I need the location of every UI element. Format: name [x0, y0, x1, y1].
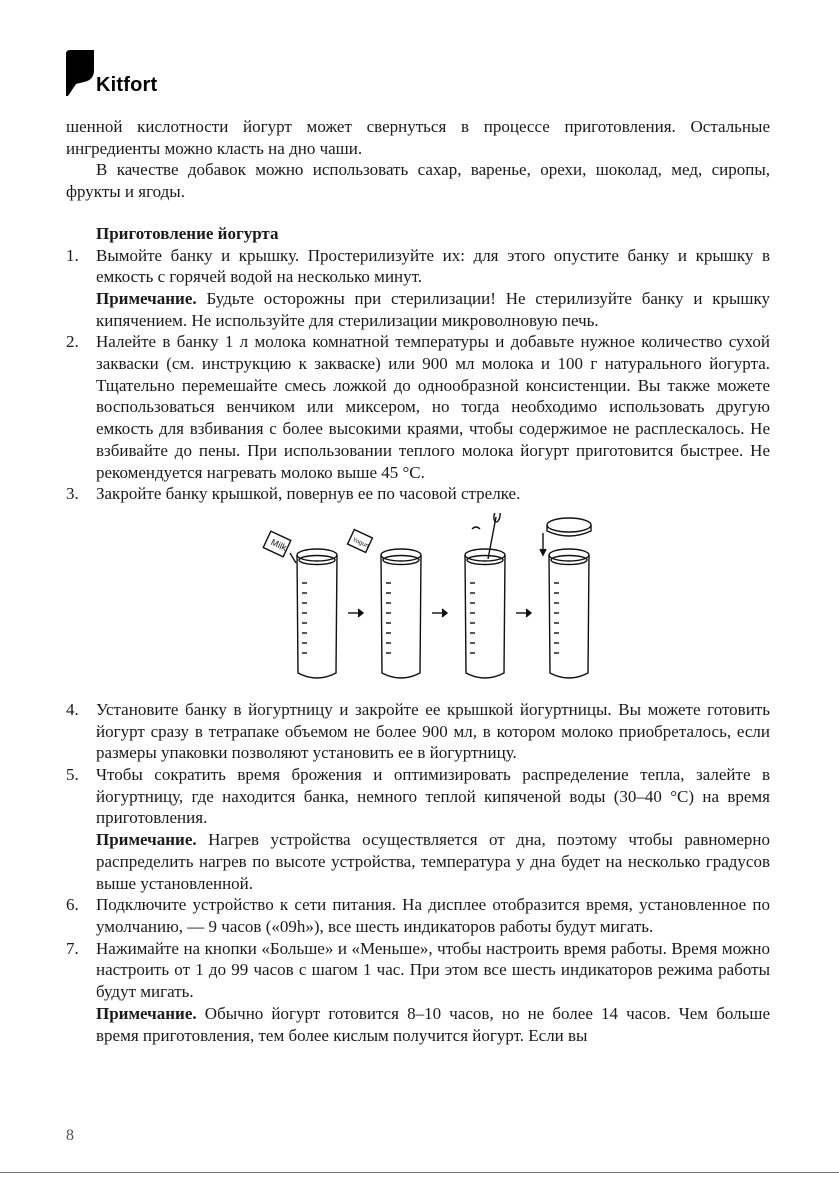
step-number: 2.: [66, 332, 79, 352]
kitfort-logo-icon: [66, 50, 94, 96]
milk-carton-label: Milk: [269, 536, 289, 553]
preparation-illustration: [244, 513, 604, 693]
step-number: 3.: [66, 484, 79, 504]
step-text: Установите банку в йогуртницу и закройте ее крышкой йогуртницы. Вы можете готовить йогурт сразу в тетрапаке объемом не более 900 мл, в котором молоко приобреталось, если размеры упаковки позволяют установить ее в йогуртницу.: [96, 699, 770, 763]
step-text: Закройте банку крышкой, повернув ее по часовой стрелке.: [96, 484, 521, 504]
step-5: [66, 764, 770, 894]
step-text: Чтобы сократить время брожения и оптимизировать распределение тепла, залейте в йогуртницу, где находится банка, немного теплой кипяченой воды (30–40 °С) на время приготовления.: [96, 765, 770, 828]
note-label: Примечание.: [96, 288, 197, 308]
note-label: Примечание.: [96, 830, 197, 850]
step-text: Вымойте банку и крышку. Простерилизуйте их: для этого опустите банку и крышку в емкость с горячей водой на несколько минут.: [96, 245, 770, 287]
step-text: Налейте в банку 1 л молока комнатной температуры и добавьте нужное количество сухой закваски (см. инструкцию к закваске) или 900 мл молока и 100 г натурального йогурта. Тщательно перемешайте смесь ложкой до однообразной консистенции. Вы также можете воспользоваться венчиком или миксером, но тогда необходимо использовать другую емкость для взбивания с более высокими краями, чтобы содержимое не расплескалось. Не взбивайте до пены. При использовании теплого молока йогурт приготовится быстрее. Не рекомендуется нагревать молоко выше 45 °С.: [96, 332, 770, 482]
step-4: [66, 699, 770, 764]
intro-paragraph-1: шенной кислотности йогурт может свернуться в процессе приготовления. Остальные ингредиенты можно класть на дно чаши.: [66, 117, 770, 158]
step-number: 5.: [66, 765, 79, 785]
spacer: [66, 203, 770, 223]
step-number: 4.: [66, 699, 79, 719]
jar-with-lid-icon: [540, 518, 591, 678]
step-text: Подключите устройство к сети питания. На дисплее отобразится время, установленное по умолчанию, — 9 часов («09h»), все шесть индикаторов работы будут мигать.: [96, 895, 770, 936]
step-7: [66, 938, 770, 1047]
bottom-divider: [0, 1172, 839, 1173]
step-text: Нажимайте на кнопки «Больше» и «Меньше», чтобы настроить время работы. Время можно настроить от 1 до 99 часов с шагом 1 час. При этом все шесть индикаторов режима работы будут мигать.: [96, 938, 770, 1002]
step-3: [66, 483, 770, 505]
step-note: [96, 288, 770, 331]
step-2: [66, 331, 770, 483]
step-number: 6.: [66, 895, 79, 915]
step-1: [66, 245, 770, 332]
arrow-right-icon: [348, 609, 363, 617]
jar-with-milk-icon: [263, 531, 337, 678]
note-text: Нагрев устройства осуществляется от дна, поэтому чтобы равномерно распределить нагрев по высоте устройства, температура у дна будет на несколько градусов выше установленной.: [96, 830, 770, 893]
brand-name: Kitfort: [96, 74, 158, 96]
arrow-right-icon: [432, 609, 447, 617]
brand-logo: [66, 50, 186, 100]
jar-with-spoon-icon: [465, 513, 505, 678]
step-note: [96, 1003, 770, 1046]
intro-paragraph-2: В качестве добавок можно использовать сахар, варенье, орехи, шоколад, мед, сиропы, фрукты и ягоды.: [66, 160, 770, 202]
page-content: [66, 116, 770, 1046]
note-text: Будьте осторожны при стерилизации! Не стерилизуйте банку и крышку кипячением. Не используйте для стерилизации микроволновую печь.: [96, 288, 770, 330]
section-title: Приготовление йогурта: [96, 223, 279, 243]
note-text: Обычно йогурт готовится 8–10 часов, но не более 14 часов. Чем больше время приготовления, тем более кислым получится йогурт. Если вы: [96, 1003, 770, 1045]
note-label: Примечание.: [96, 1003, 197, 1023]
step-number: 7.: [66, 938, 79, 958]
step-6: [66, 894, 770, 937]
arrow-right-icon: [516, 609, 531, 617]
page-number: 8: [66, 1127, 74, 1144]
step-note: [96, 829, 770, 894]
yogurt-box-label: Yogurt: [351, 537, 370, 550]
yogurt-preparation-figure: [66, 513, 770, 693]
jar-with-yogurt-icon: [348, 529, 421, 677]
step-number: 1.: [66, 245, 79, 265]
